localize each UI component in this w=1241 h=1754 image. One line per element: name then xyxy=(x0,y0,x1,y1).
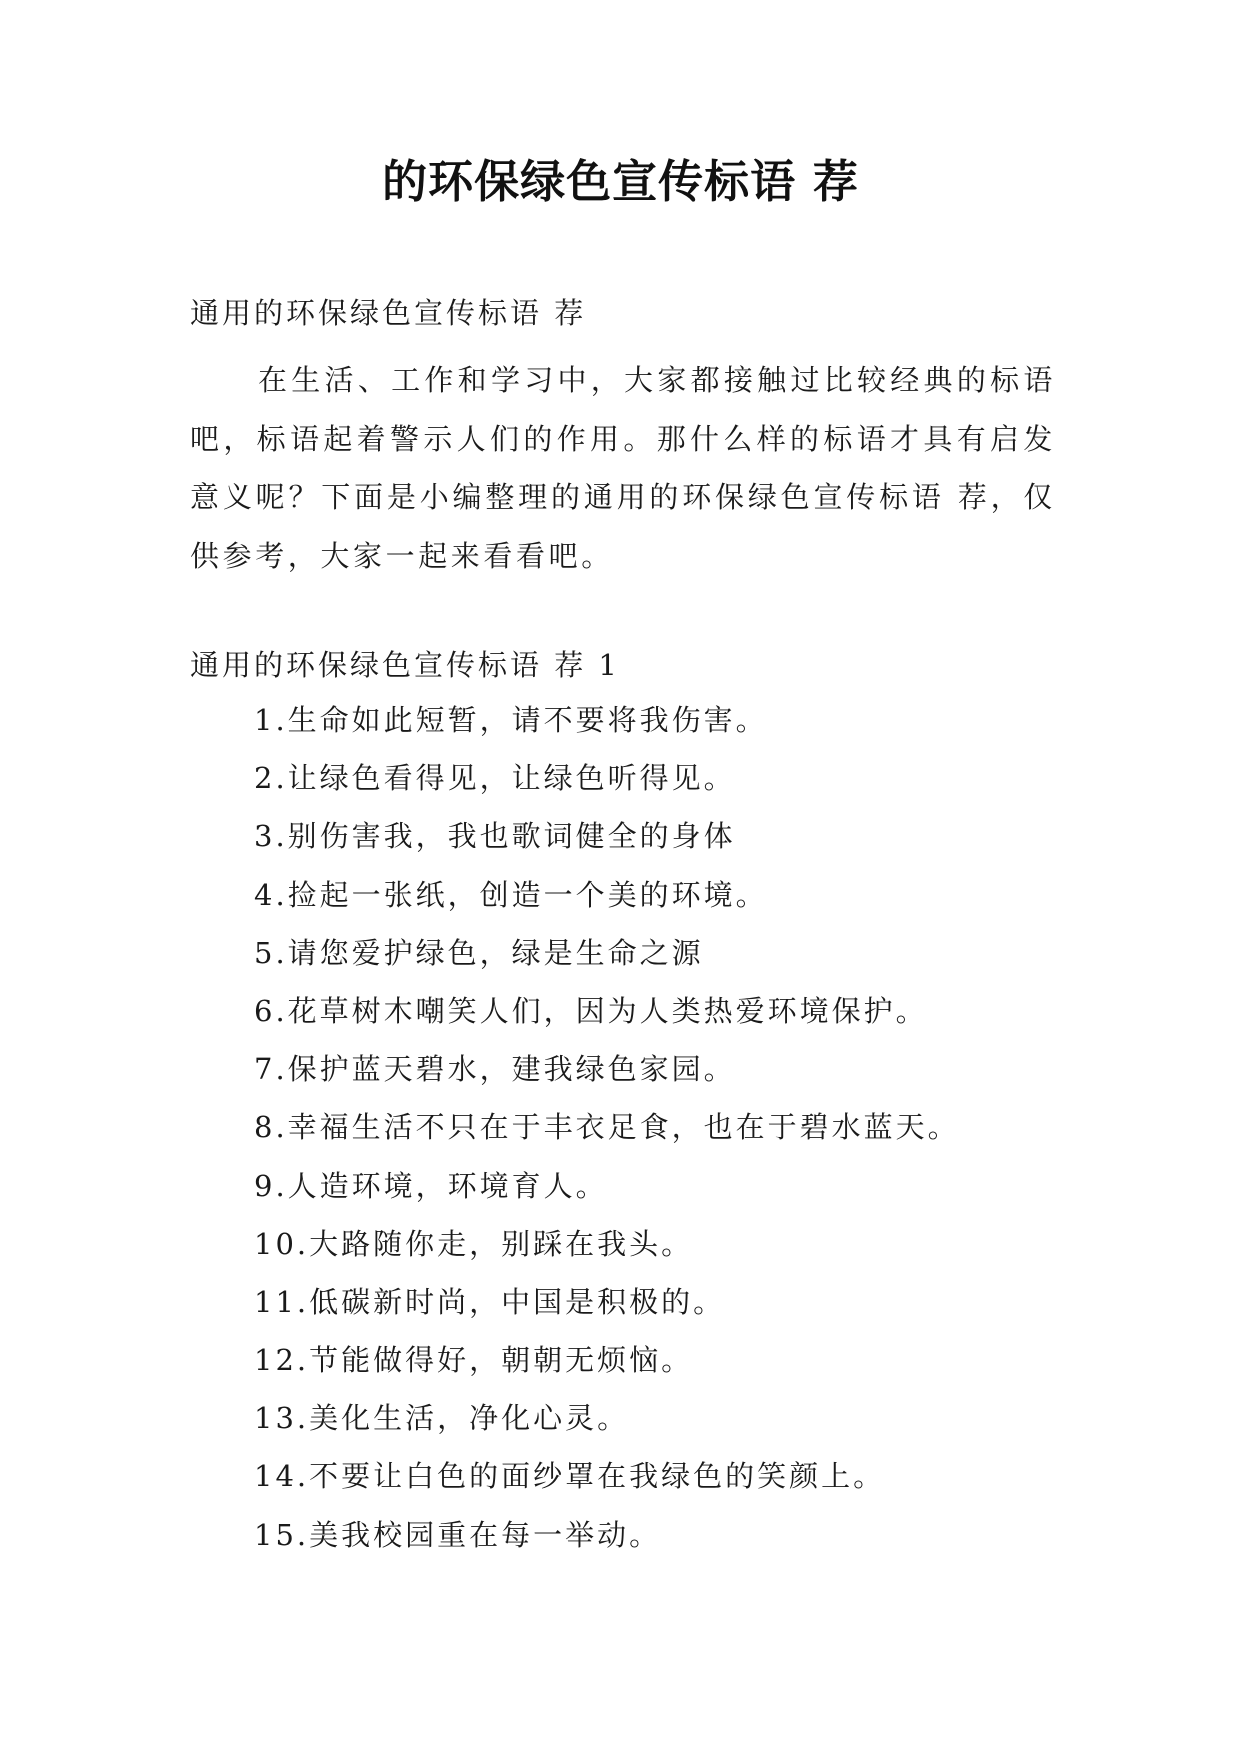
slogan-item: 12.节能做得好，朝朝无烦恼。 xyxy=(254,1343,694,1378)
document-title: 的环保绿色宣传标语 荐 xyxy=(382,155,859,208)
slogan-item: 15.美我校园重在每一举动。 xyxy=(254,1517,662,1552)
document-subtitle: 通用的环保绿色宣传标语 荐 xyxy=(190,296,587,330)
slogan-item: 5.请您爱护绿色，绿是生命之源 xyxy=(254,935,704,970)
slogan-item: 4.捡起一张纸，创造一个美的环境。 xyxy=(254,877,768,912)
slogan-list xyxy=(254,700,960,1573)
slogan-item: 2.让绿色看得见，让绿色听得见。 xyxy=(254,761,736,796)
slogan-item: 14.不要让白色的面纱罩在我绿色的笑颜上。 xyxy=(254,1459,886,1494)
slogan-item: 9.人造环境，环境育人。 xyxy=(254,1168,608,1203)
slogan-item: 1.生命如此短暂，请不要将我伤害。 xyxy=(254,703,768,737)
section-heading: 通用的环保绿色宣传标语 荐 1 xyxy=(190,648,620,682)
slogan-item: 8.幸福生活不只在于丰衣足食，也在于碧水蓝天。 xyxy=(254,1110,960,1145)
intro-paragraph: 在生活、工作和学习中，大家都接触过比较经典的标语吧，标语起着警示人们的作用。那什么样的标语才具有启发意义呢？下面是小编整理的通用的环保绿色宣传标语 荐，仅供参考，大家一起来看看吧。 xyxy=(190,363,1056,573)
slogan-item: 13.美化生活，净化心灵。 xyxy=(254,1401,630,1436)
slogan-item: 7.保护蓝天碧水，建我绿色家园。 xyxy=(254,1052,736,1087)
slogan-item: 10.大路随你走，别踩在我头。 xyxy=(254,1226,694,1261)
slogan-item: 6.花草树木嘲笑人们，因为人类热爱环境保护。 xyxy=(254,993,928,1028)
slogan-item: 11.低碳新时尚，中国是积极的。 xyxy=(254,1284,726,1319)
slogan-item: 3.别伤害我，我也歌词健全的身体 xyxy=(254,819,736,854)
